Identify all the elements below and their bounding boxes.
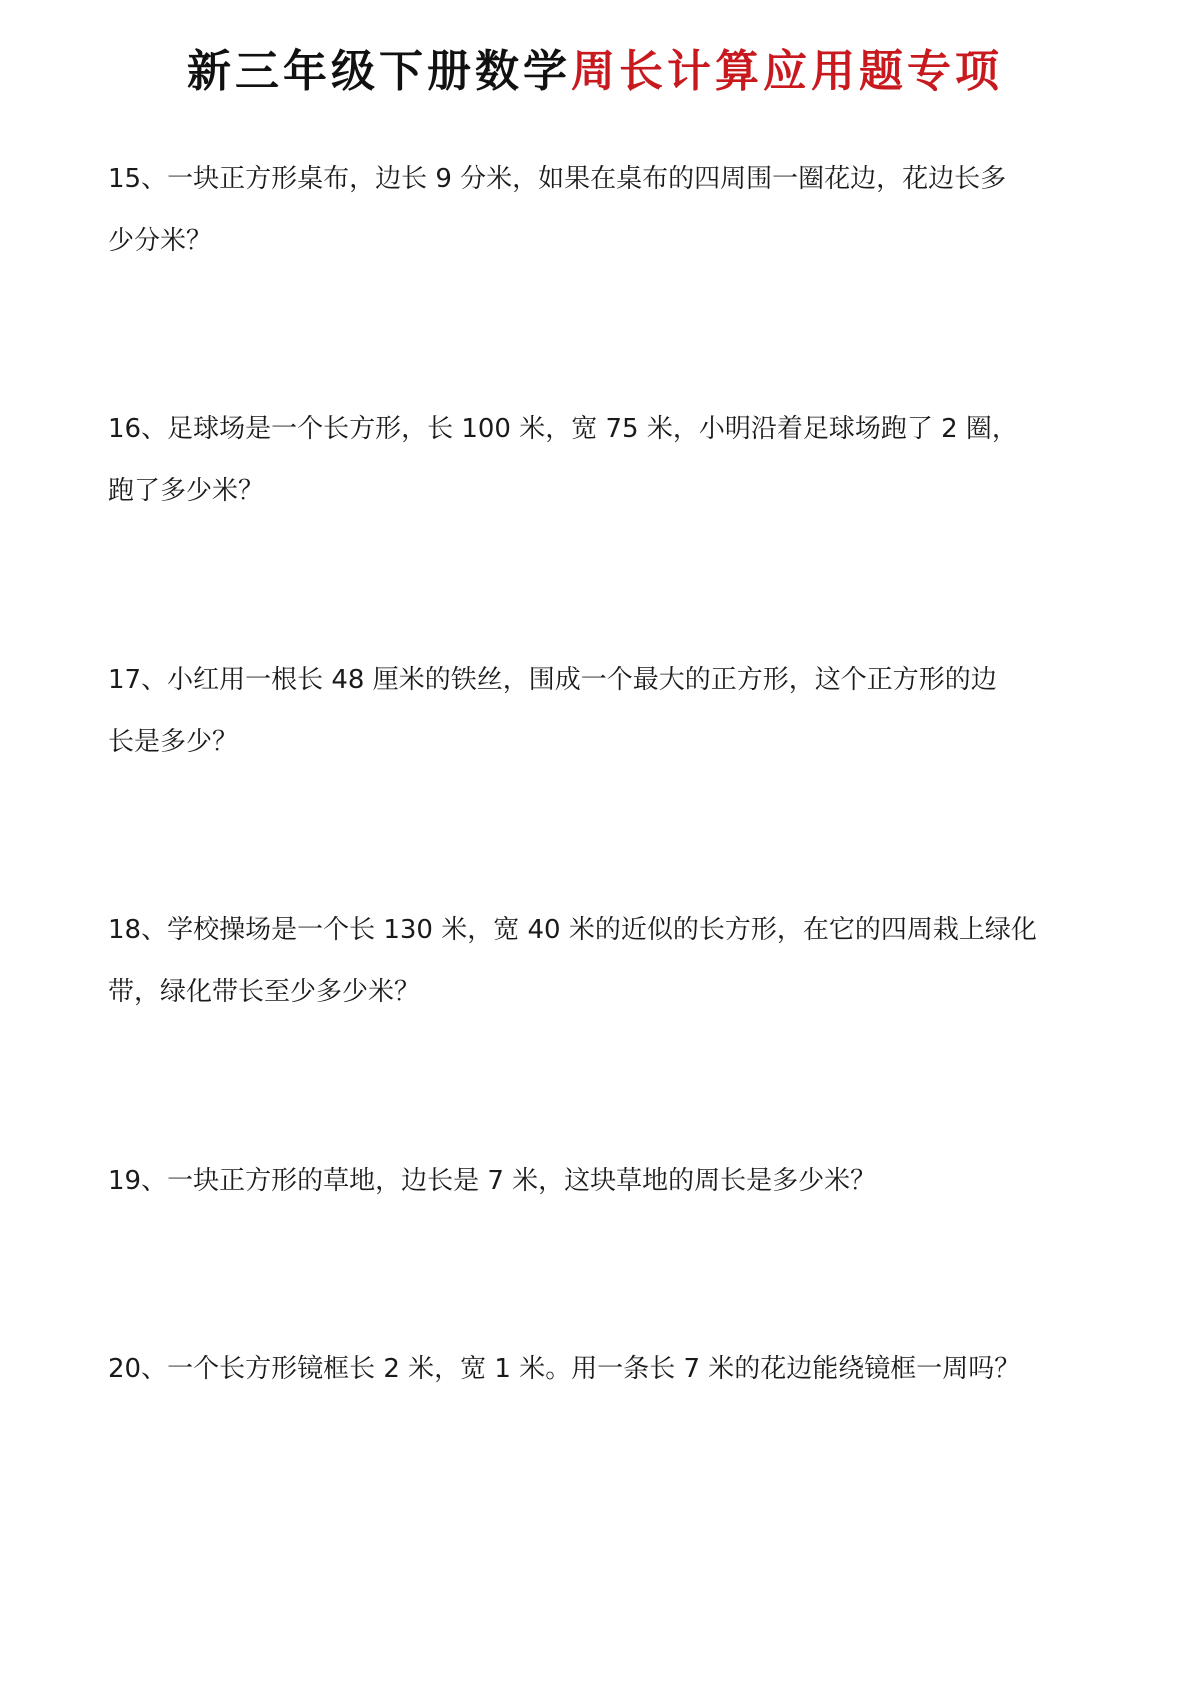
- question-18: [108, 899, 1098, 1023]
- question-17: [108, 649, 1098, 773]
- question-16: [108, 398, 1098, 522]
- question-18-line-2: 带，绿化带长至少多少米？: [108, 977, 421, 1007]
- question-20: [108, 1338, 1098, 1400]
- question-19: [108, 1150, 1098, 1212]
- question-15-line-1: 15、一块正方形桌布，边长 9 分米，如果在桌布的四周围一圈花边，花边长多: [108, 164, 1007, 194]
- title-grade-part: 新三年级下册数学: [187, 46, 571, 97]
- question-17-line-1: 17、小红用一根长 48 厘米的铁丝，围成一个最大的正方形，这个正方形的边: [108, 665, 997, 695]
- question-19-line-1: 19、一块正方形的草地，边长是 7 米，这块草地的周长是多少米？: [108, 1166, 877, 1196]
- question-15: [108, 148, 1098, 272]
- question-16-line-1: 16、足球场是一个长方形，长 100 米，宽 75 米，小明沿着足球场跑了 2 圈，: [108, 414, 1018, 444]
- page-title: [0, 42, 1190, 102]
- question-17-line-2: 长是多少？: [108, 727, 239, 757]
- question-18-line-1: 18、学校操场是一个长 130 米，宽 40 米的近似的长方形，在它的四周栽上绿化: [108, 915, 1037, 945]
- title-topic-part: 周长计算应用题专项: [571, 46, 1003, 97]
- question-15-line-2: 少分米？: [108, 226, 213, 256]
- question-16-line-2: 跑了多少米？: [108, 476, 265, 506]
- question-20-line-1: 20、一个长方形镜框长 2 米，宽 1 米。用一条长 7 米的花边能绕镜框一周吗？: [108, 1354, 1021, 1384]
